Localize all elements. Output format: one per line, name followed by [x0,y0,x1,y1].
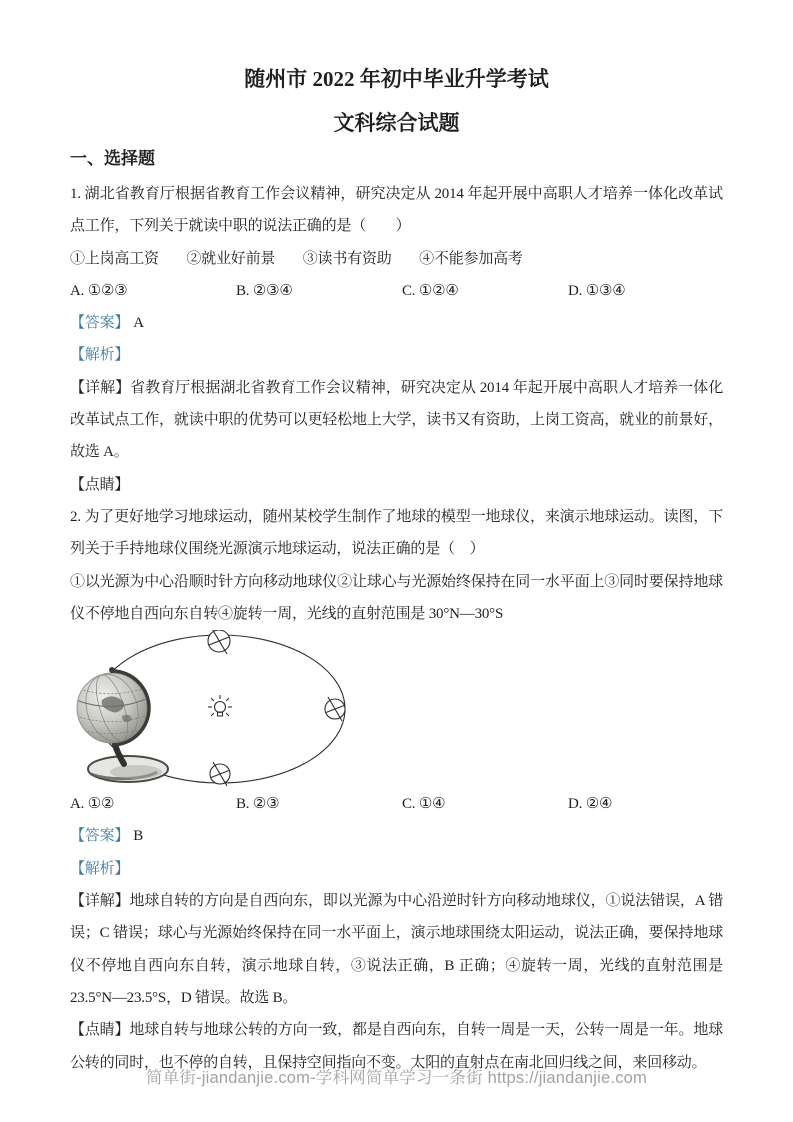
q2-options [70,788,723,820]
q1-option-b: B. ②③④ [236,282,293,299]
q2-stem: 2. 为了更好地学习地球运动，随州某校学生制作了地球的模型一地球仪，来演示地球运动。读图，下列关于手持地球仪围绕光源演示地球运动，说法正确的是（ ） [70,508,723,558]
q1-item-2: ②就业好前景 [186,250,276,267]
analysis-label: 【解析】 [70,860,130,877]
mini-globe-top-icon [208,630,230,654]
q2-answer-line [70,820,723,852]
q1-analysis-line [70,339,723,371]
answer-label: 【答案】 [70,828,130,845]
detail-label: 【详解】 [70,379,131,396]
q1-stem: 1. 湖北省教育厅根据省教育工作会议精神，研究决定从 2014 年起开展中高职人才培养一体化改革试点工作，下列关于就读中职的说法正确的是（ ） [70,186,723,235]
globe-image [76,667,168,782]
tip-label: 【点睛】 [70,1022,130,1039]
globe-orbit-diagram [70,630,470,788]
q1-item-4: ④不能参加高考 [419,250,523,267]
q1-option-d: D. ①③④ [568,282,626,299]
q1-options [70,275,723,307]
answer-label: 【答案】 [70,315,130,332]
q2-items: ①以光源为中心沿顺时针方向移动地球仪②让球心与光源始终保持在同一水平面上③同时要保持地球仪不停地自西向东自转④旋转一周，光线的直射范围是 30°N—30°S [70,573,723,622]
q1-option-a: A. ①②③ [70,282,128,299]
detail-label: 【详解】 [70,893,130,910]
q2-detail-text: 地球自转的方向是自西向东，即以光源为中心沿逆时针方向移动地球仪，①说法错误，A 错误；C 错误；球心与光源始终保持在同一水平面上，演示地球围绕太阳运动，说法正确，要保持地球仪不停地自西向东自转，演示地球自转，③说法正确，B 正确；④旋转一周，光线的直射范围是 23.5°N—23.5°S，D 错误。故选 B。 [70,893,724,1006]
q1-tip-line [70,469,723,501]
page-title: 随州市 2022 年初中毕业升学考试 [244,67,549,91]
q2-analysis-line [70,853,723,885]
q1-detail-text: 省教育厅根据湖北省教育工作会议精神，研究决定从 2014 年起开展中高职人才培养一体化改革试点工作，就读中职的优势可以更轻松地上大学，读书又有资助，上岗工资高，就业的前景好，故选 A。 [70,379,724,461]
q2-option-b: B. ②③ [236,796,280,813]
q1-option-c: C. ①②④ [402,282,459,299]
q1-answer-value: A [133,315,144,332]
section-heading-choice: 一、选择题 [70,149,155,168]
mini-globe-right-icon [325,697,345,721]
q2-answer-value: B [133,828,144,845]
q2-tip-text: 地球自转与地球公转的方向一致，都是自西向东，自转一周是一天，公转一周是一年。地球公转的同时，也不停的自转，且保持空间指向不变。太阳的直射点在南北回归线之间，来回移动。 [70,1022,723,1071]
q2-detail-line [70,885,723,1014]
page-subtitle: 文科综合试题 [333,111,460,135]
q2-option-c: C. ①④ [402,796,446,813]
watermark-footer: 简单街-jiandanjie.com-学科网简单学习一条街 https://jiandanjie.com [146,1069,647,1087]
analysis-label: 【解析】 [70,347,130,364]
q1-answer-line [70,307,723,339]
q2-option-d: D. ②④ [568,796,613,813]
tip-label: 【点睛】 [70,476,130,493]
q2-option-a: A. ①② [70,796,115,813]
q1-item-1: ①上岗高工资 [70,250,159,267]
q1-item-3: ③读书有资助 [302,250,392,267]
q1-detail-line [70,372,723,469]
light-source-icon [208,695,232,716]
orbit-diagram-figure [70,630,723,788]
q1-items [70,243,723,275]
